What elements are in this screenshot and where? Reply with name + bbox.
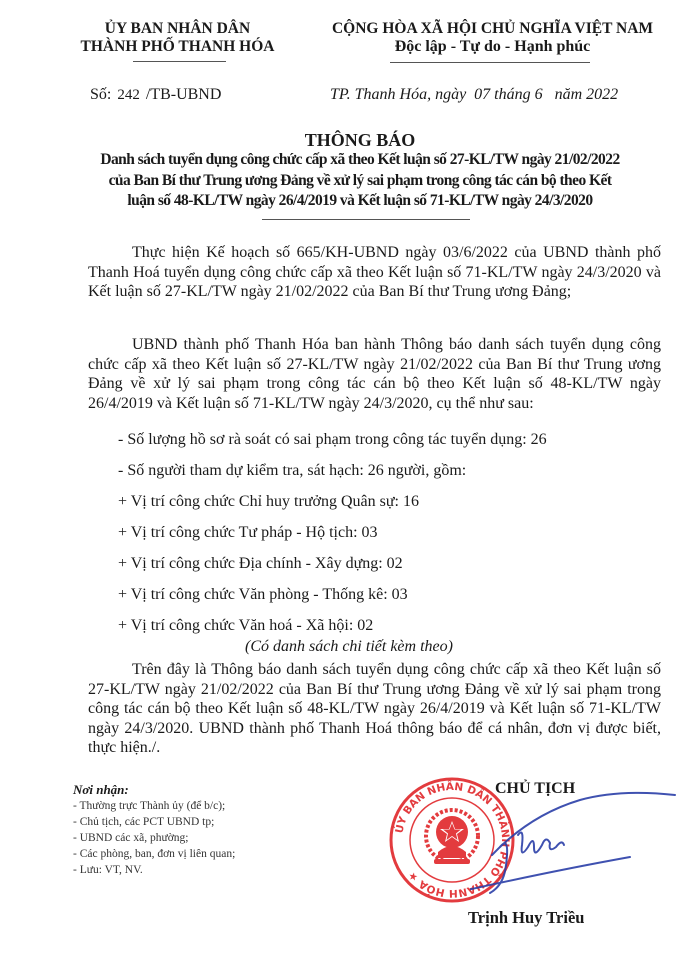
handwritten-signature-icon: [470, 775, 684, 910]
svg-text:ỦY BAN NHÂN DÂN THÀNH PHỐ THAN: ỦY BAN NHÂN DÂN THÀNH PHỐ THANH HÓA ★: [393, 780, 512, 900]
national-title: CỘNG HÒA XÃ HỘI CHỦ NGHĨA VIỆT NAM: [331, 20, 654, 37]
recipient-item: - Chủ tịch, các PCT UBND tp;: [73, 816, 215, 828]
issuer-header: [60, 20, 295, 56]
number-prefix: Số:: [90, 86, 112, 103]
list-item: + Vị trí công chức Văn phòng - Thống kê: 03: [118, 586, 408, 603]
list-item: + Vị trí công chức Văn hoá - Xã hội: 02: [118, 617, 374, 634]
issuer-line-2: THÀNH PHỐ THANH HÓA: [80, 38, 275, 55]
paragraph-intro: [88, 243, 661, 302]
subtitle-line: luận số 48-KL/TW ngày 26/4/2019 và Kết luận số 71-KL/TW ngày 24/3/2020: [127, 192, 593, 209]
paragraph-text: Thực hiện Kế hoạch số 665/KH-UBND ngày 03/6/2022 của UBND thành phố Thanh Hoá tuyển dụng công chức cấp xã theo Kết luận số 71-KL/TW ngày 24/3/2020 và Kết luận số 27-KL/TW ngày 21/02/2022 của Ban Bí thư Trung ương Đảng;: [88, 244, 661, 300]
recipient-item: - Các phòng, ban, đơn vị liên quan;: [73, 848, 236, 860]
attachment-note: (Có danh sách chi tiết kèm theo): [245, 638, 453, 655]
list-item: + Vị trí công chức Chỉ huy trưởng Quân sự: 16: [118, 493, 419, 510]
document-date: TP. Thanh Hóa, ngày 07 tháng 6 năm 2022: [330, 86, 619, 103]
paragraph-announcement: [88, 335, 661, 413]
list-item: + Vị trí công chức Tư pháp - Hộ tịch: 03: [118, 524, 378, 541]
paragraph-text: UBND thành phố Thanh Hóa ban hành Thông báo danh sách tuyển dụng công chức cấp xã theo Kết luận số 27-KL/TW ngày 21/02/2022 của Ban Bí thư Trung ương Đảng về xử lý sai phạm trong công tác cán bộ theo Kết luận số 48-KL/TW ngày 26/4/2019 và Kết luận số 71-KL/TW ngày 24/3/2020, cụ thể như sau:: [88, 336, 661, 412]
list-item: + Vị trí công chức Địa chính - Xây dựng: 02: [118, 555, 403, 572]
title-underline: [262, 219, 470, 220]
signer-name: Trịnh Huy Triều: [468, 908, 585, 927]
subtitle-line: Danh sách tuyển dụng công chức cấp xã theo Kết luận số 27-KL/TW ngày 21/02/2022: [100, 151, 620, 168]
list-item: - Số người tham dự kiểm tra, sát hạch: 26 người, gồm:: [118, 462, 467, 479]
national-motto: Độc lập - Tự do - Hạnh phúc: [394, 38, 591, 55]
national-header: [305, 20, 680, 56]
paragraph-text: Trên đây là Thông báo danh sách tuyển dụng công chức cấp xã theo Kết luận số 27-KL/TW ngày 21/02/2022 của Ban Bí thư Trung ương Đảng về xử lý sai phạm trong công tác cán bộ theo Kết luận số 48-KL/TW ngày 26/4/2019 và Kết luận số 71-KL/TW ngày 24/3/2020. UBND thành phố Thanh Hoá thông báo để cá nhân, đơn vị được biết, thực hiện./.: [88, 661, 661, 756]
signer-title: CHỦ TỊCH: [495, 780, 576, 797]
document-number: [90, 86, 221, 104]
motto-underline: [390, 62, 590, 63]
recipient-item: - Lưu: VT, NV.: [73, 864, 143, 876]
list-item: - Số lượng hồ sơ rà soát có sai phạm trong công tác tuyển dụng: 26: [118, 431, 547, 448]
issuer-line-1: ỦY BAN NHÂN DÂN: [104, 20, 251, 37]
subtitle-line: của Ban Bí thư Trung ương Đảng về xử lý sai phạm trong công tác cán bộ theo Kết: [108, 171, 612, 189]
paragraph-closing: [88, 660, 661, 758]
number-suffix: /TB-UBND: [145, 86, 222, 103]
issuer-underline: [133, 61, 226, 62]
document-subtitle: [50, 150, 670, 212]
recipients-title: Nơi nhận:: [73, 782, 129, 797]
number-value: 242: [117, 87, 140, 103]
recipient-item: - UBND các xã, phường;: [73, 832, 189, 844]
document-heading: THÔNG BÁO: [304, 130, 416, 150]
recipient-item: - Thường trực Thành ủy (để b/c);: [73, 800, 226, 812]
